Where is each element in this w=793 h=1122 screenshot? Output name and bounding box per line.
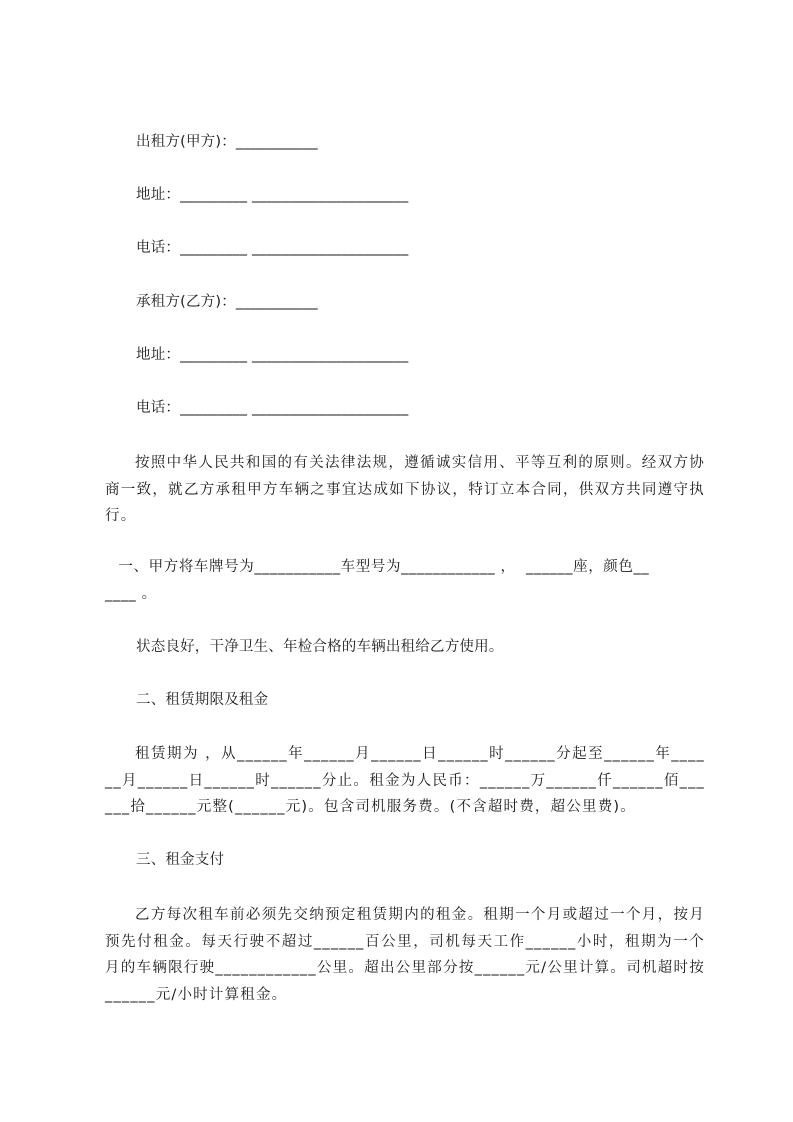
clause2-paragraph <box>105 741 705 821</box>
clause1-line2: ____ 。 <box>105 586 157 602</box>
lessee-phone: 电话：_________ _____________________ <box>136 400 409 416</box>
lessee-address: 地址：_________ _____________________ <box>136 347 409 363</box>
preamble-text: 按照中华人民共和国的有关法律法规，遵循诚实信用、平等互利的原则。经双方协商一致，就乙方承租甲方车辆之事宜达成如下协议，特订立本合同，供双方共同遵守执行。 <box>105 455 705 524</box>
clause2-body: 租赁期为 ，从______年______月______日______时______分起至______年______月______日______时______分止。租金为人民币：______万______仟______佰______拾______元整(______元)。包含司机服务费。(不含超时费，超公里费)。 <box>105 746 705 815</box>
clause3-paragraph <box>105 902 705 1008</box>
lessor-address: 地址：_________ _____________________ <box>136 187 409 203</box>
clause2-heading: 二、租赁期限及租金 <box>136 692 269 708</box>
clause1-condition: 状态良好，干净卫生、年检合格的车辆出租给乙方使用。 <box>136 639 504 655</box>
lessor-phone: 电话：_________ _____________________ <box>136 240 409 256</box>
preamble-paragraph <box>105 450 705 530</box>
clause3-body: 乙方每次租车前必须先交纳预定租赁期内的租金。租期一个月或超过一个月，按月预先付租金。每天行驶不超过______百公里，司机每天工作______小时，租期为一个月的车辆限行驶____________公里。超出公里部分按______元/公里计算。司机超时按______元/小时计算租金。 <box>105 907 705 1003</box>
lessor-title: 出租方(甲方)：___________ <box>136 134 318 150</box>
clause1-line1: 一、甲方将车牌号为___________车型号为____________ ， ______座，颜色__ <box>108 559 650 575</box>
lessee-title: 承租方(乙方)：___________ <box>136 294 318 310</box>
clause3-heading: 三、租金支付 <box>136 852 225 868</box>
